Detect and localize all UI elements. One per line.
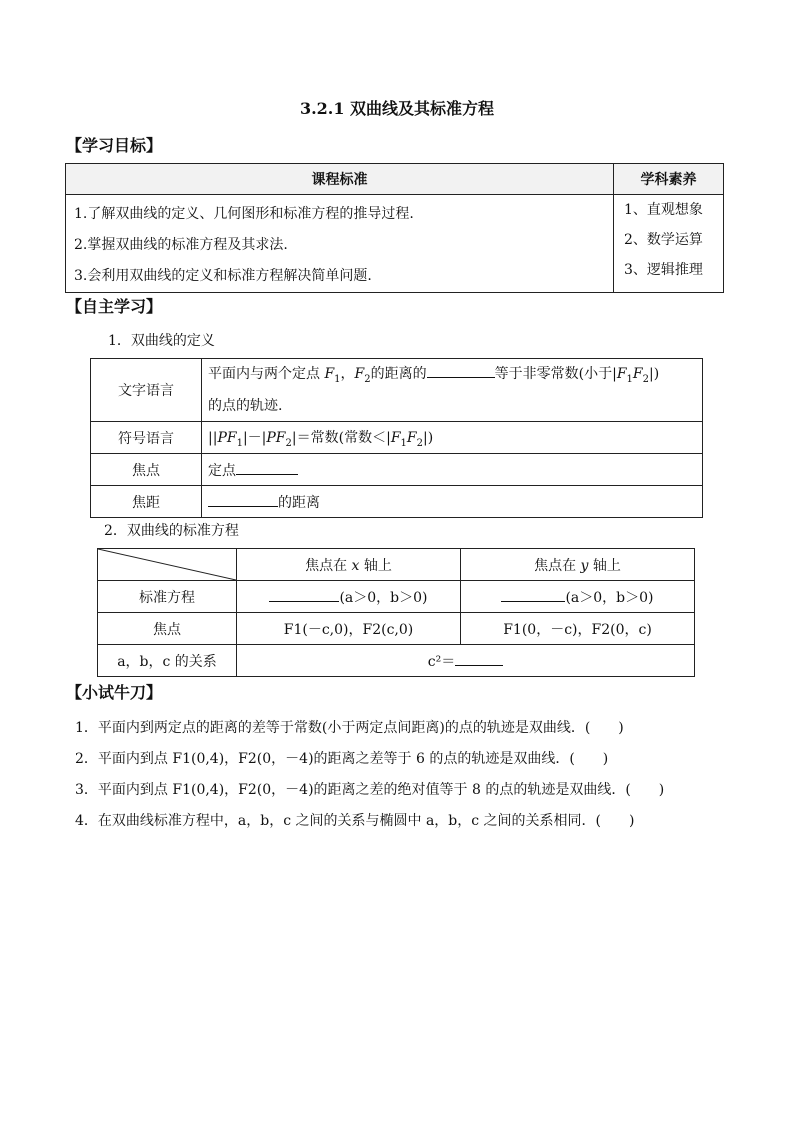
text-language-label: 文字语言 [91, 359, 202, 422]
blank-line [236, 460, 298, 475]
blank-line [455, 651, 503, 666]
text-part: c²＝ [427, 653, 456, 670]
standard-heading: 2．双曲线的标准方程 [104, 523, 239, 539]
header-literacy: 学科素养 [614, 164, 724, 195]
row-focus-label: 焦点 [98, 613, 237, 645]
text-part: 的距离 [278, 494, 320, 511]
eq-x [237, 581, 461, 613]
focal-length-value [202, 486, 703, 518]
row-standard-eq-label: 标准方程 [98, 581, 237, 613]
text-part: 等于非零常数(小于| [494, 366, 617, 383]
text-part: (a＞0，b＞0) [339, 589, 428, 606]
definition-table [90, 358, 703, 518]
focus-y: F1(0，－c)，F2(0，c) [461, 613, 695, 645]
definition-heading: 1．双曲线的定义 [108, 333, 215, 349]
text-part: (a＞0，b＞0) [565, 589, 654, 606]
section-practice: 【小试牛刀】 [66, 683, 163, 702]
literacy-item: 3、逻辑推理 [624, 262, 703, 278]
standard-equation-table [97, 548, 695, 677]
text-part: 的点的轨迹. [208, 397, 283, 414]
focus-label: 焦点 [91, 454, 202, 486]
goal-item: 1.了解双曲线的定义、几何图形和标准方程的推导过程. [74, 206, 414, 222]
header-course-standard: 课程标准 [66, 164, 614, 195]
blank-line [208, 492, 278, 507]
text-part: 平面内与两个定点 [208, 366, 320, 383]
literacy-item: 2、数学运算 [624, 232, 703, 248]
focal-length-label: 焦距 [91, 486, 202, 518]
text-part: 的距离的 [370, 366, 427, 383]
eq-y [461, 581, 695, 613]
literacy-item: 1、直观想象 [624, 202, 703, 218]
page-title: 3.2.1 双曲线及其标准方程 [299, 99, 495, 118]
question-4: 4．在双曲线标准方程中，a，b，c 之间的关系与椭圆中 a，b，c 之间的关系相同．( ) [75, 813, 635, 829]
section-goals: 【学习目标】 [66, 136, 163, 155]
focus-value [202, 454, 703, 486]
blank-line [427, 363, 495, 378]
literacy-cell [614, 195, 724, 293]
blank-line [269, 587, 339, 602]
section-self-study: 【自主学习】 [66, 297, 163, 316]
diagonal-header-cell [98, 549, 237, 581]
text-part: 焦点在 [305, 557, 348, 574]
question-3: 3．平面内到点 F1(0,4)，F2(0，－4)的距离之差的绝对值等于 8 的点的轨迹是双曲线．( ) [75, 782, 665, 798]
question-2: 2．平面内到点 F1(0,4)，F2(0，－4)的距离之差等于 6 的点的轨迹是双曲线．( ) [75, 751, 609, 767]
question-1: 1．平面内到两定点的距离的差等于常数(小于两定点间距离)的点的轨迹是双曲线．( ) [75, 720, 624, 736]
col-focus-x: 焦点在 x 轴上 [237, 549, 461, 581]
diagonal-line [98, 549, 236, 580]
relation-value [237, 645, 695, 677]
text-part: |＝常数(常数＜| [291, 429, 391, 446]
goals-cell [66, 195, 614, 293]
text-part: 轴上 [363, 557, 392, 574]
text-part: 轴上 [592, 557, 621, 574]
goal-item: 3.会利用双曲线的定义和标准方程解决简单问题. [74, 268, 372, 284]
goal-item: 2.掌握双曲线的标准方程及其求法. [74, 237, 288, 253]
symbol-language-label: 符号语言 [91, 422, 202, 454]
col-focus-y: 焦点在 y 轴上 [461, 549, 695, 581]
row-relation-label: a，b，c 的关系 [98, 645, 237, 677]
symbol-language-value: $||PF_1|-|PF_2|=$常数(常数$<|F_1F_2|$) [202, 422, 703, 454]
text-part: 定点 [208, 462, 236, 479]
text-part: 焦点在 [534, 557, 577, 574]
text-language-value: 平面内与两个定点 $F_1$，$F_2$的距离的 等于非零常数(小于$|F_1F_2|$) 的点的轨迹. [202, 359, 703, 422]
blank-line [501, 587, 565, 602]
focus-x: F1(－c,0)，F2(c,0) [237, 613, 461, 645]
goals-table [65, 163, 724, 293]
